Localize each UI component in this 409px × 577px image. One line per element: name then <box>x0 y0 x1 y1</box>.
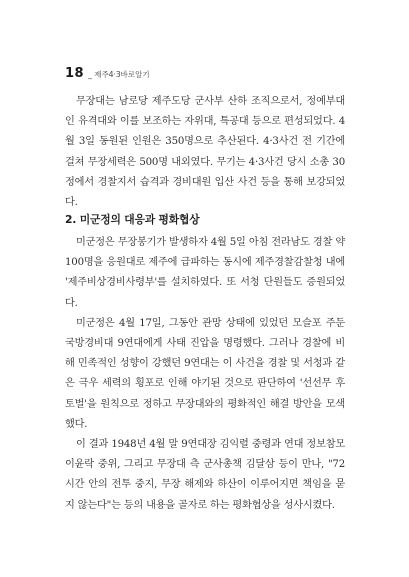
intro-paragraph: 무장대는 남로당 제주도당 군사부 산하 조직으로서, 정예부대인 유격대와 이를 보조하는 자위대, 특공대 등으로 편성되었다. 4월 3일 동원된 인원은 350명으로 추산된다. 4·3사건 전 기간에 걸쳐 무장세력은 500명 내외였다. 무기는 4·3사건 당시 소총 30정에서 경찰지서 습격과 경비대원 입산 사건 등을 통해 보강되었다. <box>65 96 345 209</box>
page-header <box>65 66 150 81</box>
section-text-block <box>65 233 345 516</box>
section-paragraph-1: 미군정은 무장봉기가 발생하자 4월 5일 아침 전라남도 경찰 약 100명을 응원대로 제주에 급파하는 동시에 제주경찰감찰청 내에 '제주비상경비사령부'를 설치하였다. 또 서청 단원들도 증원되었다. <box>65 237 345 309</box>
section-paragraph-2: 미군정은 4월 17일, 그동안 관망 상태에 있었던 모슬포 주둔 국방경비대 9연대에게 사태 진압을 명령했다. 그러나 경찰에 비해 민족적인 성향이 강했던 9연대는 이 사건을 경찰 및 서청과 같은 극우 세력의 횡포로 인해 야기된 것으로 판단하여 '선선무 후토벌'을 원칙으로 정하고 무장대와의 평화적인 해결 방안을 모색했다. <box>65 317 345 430</box>
intro-text-block <box>65 92 345 213</box>
section-paragraph-3: 이 결과 1948년 4월 말 9연대장 김익렬 중령과 연대 정보참모 이윤락 중위, 그리고 무장대 측 군사총책 김달삼 등이 만나, "72시간 안의 전투 중지, 무장 해제와 하산이 이루어지면 책임을 묻지 않는다"는 등의 내용을 골자로 하는 평화협상을 성사시켰다. <box>65 439 345 511</box>
running-title: _ 제주4·3바로알기 <box>88 70 150 79</box>
section-heading: 2. 미군정의 대응과 평화협상 <box>65 213 200 226</box>
page-number: 18 <box>65 66 85 81</box>
